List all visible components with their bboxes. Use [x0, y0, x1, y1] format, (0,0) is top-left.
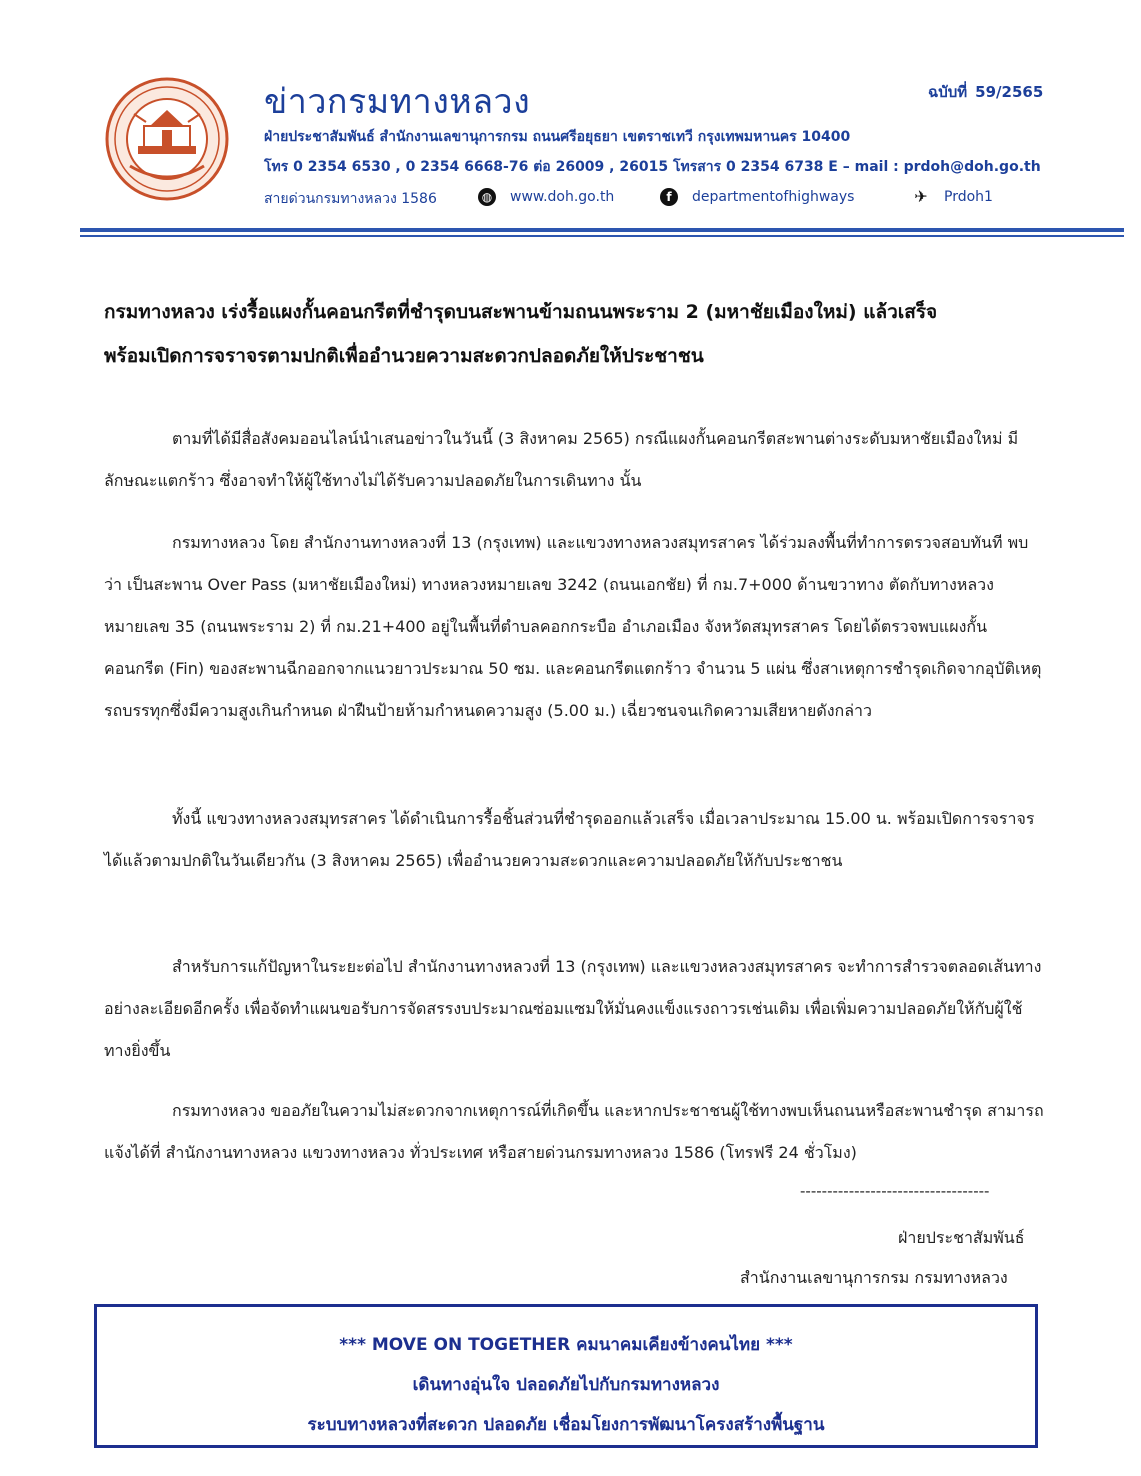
- department-seal-logo: [104, 76, 230, 202]
- paragraph-1: ตามที่ได้มีสื่อสังคมออนไลน์นำเสนอข่าวในวันนี้ (3 สิงหาคม 2565) กรณีแผงกั้นคอนกรีตสะพานต่างระดับมหาชัยเมืองใหม่ มีลักษณะแตกร้าว ซึ่งอาจทำให้ผู้ใช้ทางไม่ได้รับความปลอดภัยในการเดินทาง นั้น: [104, 429, 1019, 490]
- hotline-text: สายด่วนกรมทางหลวง 1586: [264, 191, 437, 207]
- website-link[interactable]: [478, 188, 614, 206]
- header-divider: [80, 228, 1124, 232]
- issue-label: ฉบับที่: [928, 83, 968, 101]
- facebook-text: departmentofhighways: [692, 189, 855, 205]
- headline-line-2: พร้อมเปิดการจราจรตามปกติเพื่ออำนวยความสะดวกปลอดภัยให้ประชาชน: [104, 345, 704, 367]
- signature-department: ฝ่ายประชาสัมพันธ์: [898, 1228, 1025, 1247]
- headline-line-1: กรมทางหลวง เร่งรื้อแผงกั้นคอนกรีตที่ชำรุดบนสะพานข้ามถนนพระราม 2 (มหาชัยเมืองใหม่) แล้วเสร็จ: [104, 301, 938, 323]
- slogan-box: [94, 1304, 1038, 1448]
- header-address: ฝ่ายประชาสัมพันธ์ สำนักงานเลขานุการกรม ถนนศรีอยุธยา เขตราชเทวี กรุงเทพมหานคร 10400: [264, 129, 851, 145]
- signature-office: สำนักงานเลขานุการกรม กรมทางหลวง: [740, 1268, 1008, 1287]
- paragraph-2: กรมทางหลวง โดย สำนักงานทางหลวงที่ 13 (กรุงเทพ) และแขวงทางหลวงสมุทรสาคร ได้ร่วมลงพื้นที่ทำการตรวจสอบทันที พบว่า เป็นสะพาน Over Pass (มหาชัยเมืองใหม่) ทางหลวงหมายเลข 3242 (ถนนเอกชัย) ที่ กม.7+000 ด้านขวาทาง ตัดกับทางหลวงหมายเลข 35 (ถนนพระราม 2) ที่ กม.21+400 อยู่ในพื้นที่ตำบลคอกกระบือ อำเภอเมือง จังหวัดสมุทรสาคร โดยได้ตรวจพบแผงกั้นคอนกรีต (Fin) ของสะพานฉีกออกจากแนวยาวประมาณ 50 ซม. และคอนกรีตแตกร้าว จำนวน 5 แผ่น ซึ่งสาเหตุการชำรุดเกิดจากอุบัติเหตุรถบรรทุกซึ่งมีความสูงเกินกำหนด ฝ่าฝืนป้ายห้ามกำหนดความสูง (5.00 ม.) เฉี่ยวชนจนเกิดความเสียหายดังกล่าว: [104, 533, 1042, 720]
- twitter-text: Prdoh1: [944, 189, 993, 205]
- header-divider-thin: [80, 235, 1124, 237]
- issue-number: [920, 80, 1043, 104]
- slogan-line-3: ระบบทางหลวงที่สะดวก ปลอดภัย เชื่อมโยงการพัฒนาโครงสร้างพื้นฐาน: [307, 1415, 825, 1435]
- header-contact: โทร 0 2354 6530 , 0 2354 6668-76 ต่อ 26009 , 26015 โทรสาร 0 2354 6738 E – mail : prdoh@doh.go.th: [264, 159, 1041, 175]
- twitter-link[interactable]: [912, 188, 993, 206]
- slogan-line-1: *** MOVE ON TOGETHER คมนาคมเคียงข้างคนไทย ***: [339, 1335, 793, 1355]
- globe-icon: ◍: [478, 188, 496, 206]
- paragraph-5: กรมทางหลวง ขออภัยในความไม่สะดวกจากเหตุการณ์ที่เกิดขึ้น และหากประชาชนผู้ใช้ทางพบเห็นถนนหรือสะพานชำรุด สามารถแจ้งได้ที่ สำนักงานทางหลวง แขวงทางหลวง ทั่วประเทศ หรือสายด่วนกรมทางหลวง 1586 (โทรฟรี 24 ชั่วโมง): [104, 1101, 1044, 1162]
- article-headline: [104, 290, 1064, 378]
- paragraph-4: สำหรับการแก้ปัญหาในระยะต่อไป สำนักงานทางหลวงที่ 13 (กรุงเทพ) และแขวงหลวงสมุทรสาคร จะทำการสำรวจตลอดเส้นทางอย่างละเอียดอีกครั้ง เพื่อจัดทำแผนขอรับการจัดสรรงบประมาณซ่อมแซมให้มั่นคงแข็งแรงถาวรเช่นเดิม เพื่อเพิ่มความปลอดภัยให้กับผู้ใช้ทางยิ่งขึ้น: [104, 957, 1042, 1060]
- issue-value: 59/2565: [975, 83, 1044, 101]
- website-text: www.doh.go.th: [510, 189, 615, 205]
- facebook-link[interactable]: [660, 188, 854, 206]
- paragraph-3: ทั้งนี้ แขวงทางหลวงสมุทรสาคร ได้ดำเนินการรื้อชิ้นส่วนที่ชำรุดออกแล้วเสร็จ เมื่อเวลาประมาณ 15.00 น. พร้อมเปิดการจราจรได้แล้วตามปกติในวันเดียวกัน (3 สิงหาคม 2565) เพื่ออำนวยความสะดวกและความปลอดภัยให้กับประชาชน: [104, 809, 1035, 870]
- facebook-icon: f: [660, 188, 678, 206]
- end-dashes: -----------------------------------: [800, 1182, 990, 1200]
- header-links-row: [264, 188, 1084, 214]
- slogan-line-2: เดินทางอุ่นใจ ปลอดภัยไปกับกรมทางหลวง: [412, 1375, 720, 1395]
- brand-title: ข่าวกรมทางหลวง: [264, 82, 531, 122]
- twitter-icon: ✈: [914, 187, 928, 206]
